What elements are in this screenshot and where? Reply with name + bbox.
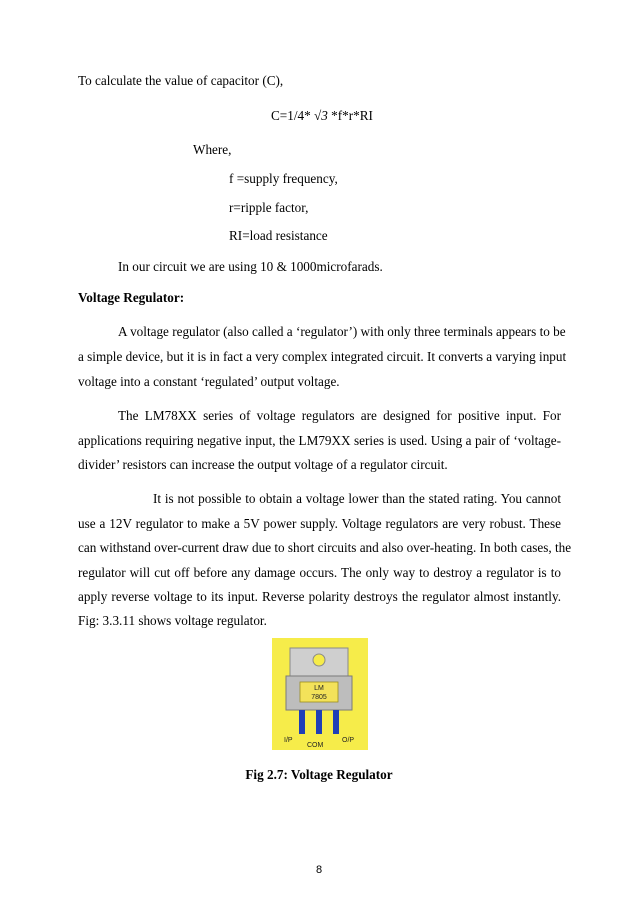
chip-label-line2: 7805 — [311, 694, 327, 701]
figure-caption: Fig 2.7: Voltage Regulator — [245, 767, 393, 782]
page-number: 8 — [315, 864, 323, 876]
paragraph-3-line: apply reverse voltage to its input. Reverse polarity destroys the regulator almost instantly. — [78, 589, 561, 604]
definition-rl: RI=load resistance — [229, 228, 328, 243]
formula-suffix: *f*r*RI — [327, 108, 373, 123]
pin-input — [299, 710, 305, 734]
paragraph-3-line: regulator will cut off before any damage occurs. The only way to destroy a regulator is to — [78, 565, 561, 580]
pin-label-output: O/P — [342, 737, 355, 744]
paragraph-3-line: It is not possible to obtain a voltage lower than the stated rating. You cannot — [153, 491, 561, 506]
mounting-hole — [313, 654, 325, 666]
formula-root: 3 — [321, 108, 328, 123]
paragraph-2-line: divider’ resistors can increase the output voltage of a regulator circuit. — [78, 457, 448, 472]
pin-output — [333, 710, 339, 734]
voltage-regulator-figure — [272, 638, 368, 750]
paragraph-2-line: The LM78XX series of voltage regulators are designed for positive input. For — [118, 408, 561, 423]
paragraph-1-line: voltage into a constant ‘regulated’ output voltage. — [78, 374, 340, 389]
paragraph-1-line: A voltage regulator (also called a ‘regulator’) with only three terminals appears to be — [118, 324, 566, 339]
pin-label-input: I/P — [284, 737, 293, 744]
capacitor-formula — [271, 107, 373, 124]
calc-intro: To calculate the value of capacitor (C), — [78, 73, 284, 88]
definition-f: f =supply frequency, — [229, 171, 338, 186]
section-heading: Voltage Regulator: — [78, 290, 185, 305]
definition-r: r=ripple factor, — [229, 200, 309, 215]
sqrt-symbol: √ — [313, 108, 322, 123]
where-label: Where, — [193, 142, 232, 157]
circuit-note: In our circuit we are using 10 & 1000microfarads. — [118, 259, 383, 274]
paragraph-1-line: a simple device, but it is in fact a very complex integrated circuit. It converts a varying input — [78, 349, 567, 364]
pin-common — [316, 710, 322, 734]
paragraph-3-line: Fig: 3.3.11 shows voltage regulator. — [78, 613, 267, 628]
chip-label-line1: LM — [314, 685, 324, 692]
formula-prefix: C=1/4* — [271, 108, 311, 123]
paragraph-2-line: applications requiring negative input, the LM79XX series is used. Using a pair of ‘voltage- — [78, 433, 561, 448]
paragraph-3-line: use a 12V regulator to make a 5V power supply. Voltage regulators are very robust. These — [78, 516, 561, 531]
voltage-regulator-image — [272, 638, 368, 750]
pin-label-common: COM — [307, 742, 324, 749]
paragraph-3-line: can withstand over-current draw due to short circuits and also over-heating. In both cases, the — [78, 540, 572, 555]
